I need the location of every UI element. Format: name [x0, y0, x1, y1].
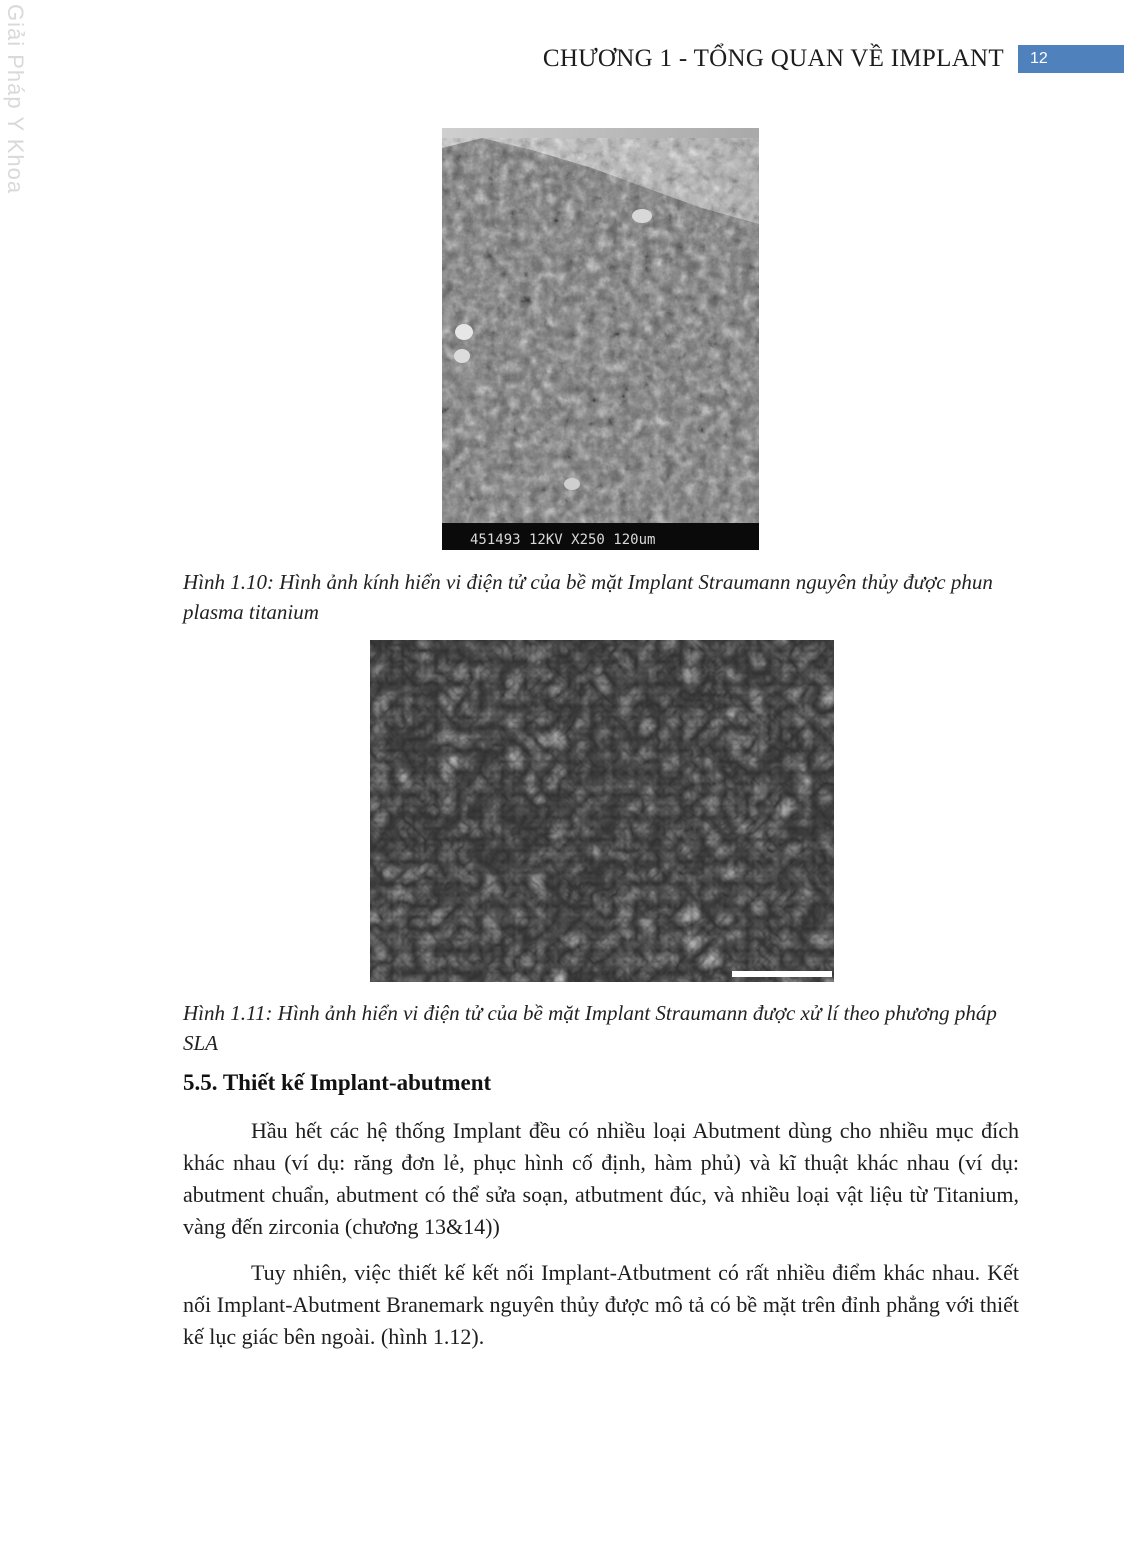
section-heading: 5.5. Thiết kế Implant-abutment	[183, 1070, 492, 1095]
sem-image-plasma-sprayed	[442, 128, 759, 550]
chapter-title: CHƯƠNG 1 - TỔNG QUAN VỀ IMPLANT	[542, 45, 1004, 72]
sem-image-sla-surface-graphic	[370, 640, 834, 982]
page-header	[543, 42, 1124, 76]
sem-image-plasma-sprayed-graphic	[442, 128, 759, 550]
watermark: Giải Pháp Y Khoa	[3, 4, 28, 195]
figure-caption-1-11: Hình 1.11: Hình ảnh hiển vi điện tử của bề mặt Implant Straumann được xử lí theo phương pháp SLA	[183, 1001, 997, 1055]
scale-bar	[732, 971, 832, 977]
page-number: 12	[1018, 45, 1124, 73]
body-paragraph-2: Tuy nhiên, việc thiết kế kết nối Implant-Atbutment có rất nhiều điểm khác nhau. Kết nối Implant-Abutment Branemark nguyên thủy được mô tả có bề mặt trên đỉnh phẳng với thiết kế lục giác bên ngoài. (hình 1.12).	[183, 1260, 1019, 1349]
body-paragraph-1: Hầu hết các hệ thống Implant đều có nhiều loại Abutment dùng cho nhiều mục đích khác nhau (ví dụ: răng đơn lẻ, phục hình cố định, hàm phủ) và kĩ thuật khác nhau (ví dụ: abutment chuẩn, abutment có thể sửa soạn, atbutment đúc, và nhiều loại vật liệu từ Titanium, vàng đến zirconia (chương 13&14))	[183, 1118, 1019, 1239]
sem-image-sla-surface	[370, 640, 834, 982]
figure-caption-1-10: Hình 1.10: Hình ảnh kính hiển vi điện tử của bề mặt Implant Straumann nguyên thủy được phun plasma titanium	[183, 570, 993, 624]
sem-scale-bar-text: 451493 12KV X250 120um	[470, 532, 656, 548]
